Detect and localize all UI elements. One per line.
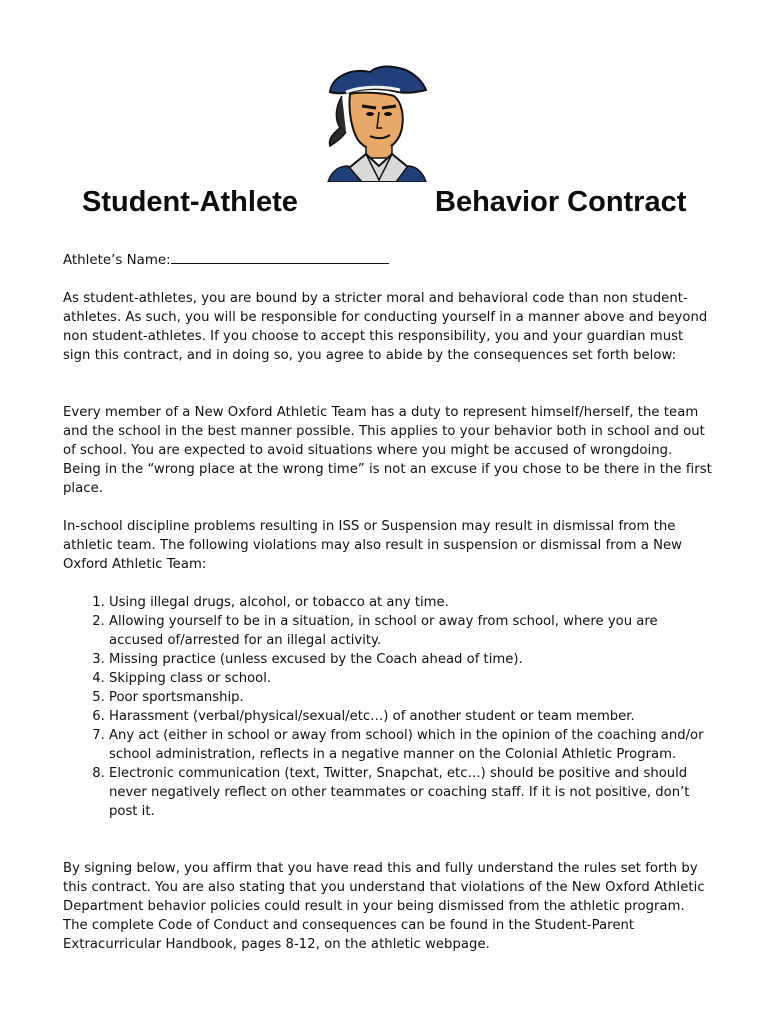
list-item: 4. Skipping class or school.: [109, 669, 713, 688]
paragraph-text: As student-athletes, you are bound by a stricter moral and behavioral code than non student-athletes. As such, you will be responsible for conducting yourself in a manner above and beyond non student-athletes. If you choose to accept this responsibility, you and your guardian must sign this contract, and in doing so, you agree to abide by the consequences set forth below:: [63, 291, 708, 363]
violations-list: [63, 593, 713, 821]
paragraph-text: Every member of a New Oxford Athletic Team has a duty to represent himself/herself, the team and the school in the best manner possible. This applies to your behavior both in school and out of school. You are expected to avoid situations where you might be accused of wrongdoing. Being in the “wrong place at the wrong time” is not an excuse if you chose to be there in the first place.: [63, 405, 712, 496]
discipline-paragraph: [63, 517, 713, 574]
list-item: 3. Missing practice (unless excused by the Coach ahead of time).: [109, 650, 713, 669]
list-item: 2. Allowing yourself to be in a situation, in school or away from school, where you are accused of/arrested for an illegal activity.: [109, 612, 713, 650]
page-title: [0, 186, 770, 226]
list-item: 7. Any act (either in school or away from school) which in the opinion of the coaching and/or school administration, reflects in a negative manner on the Colonial Athletic Program.: [109, 726, 713, 764]
title-student-athlete: Student-Athlete: [82, 186, 298, 218]
athlete-name-label: Athlete’s Name:: [63, 253, 171, 268]
list-item: 6. Harassment (verbal/physical/sexual/etc…) of another student or team member.: [109, 707, 713, 726]
athlete-name-field: [63, 249, 389, 270]
list-item: 5. Poor sportsmanship.: [109, 688, 713, 707]
colonial-patriot-mascot-icon: [322, 62, 432, 182]
title-behavior-contract: Behavior Contract: [435, 186, 687, 218]
list-item: 8. Electronic communication (text, Twitter, Snapchat, etc…) should be positive and should never negatively reflect on other teammates or coaching staff. If it is not positive, don’t post it.: [109, 764, 713, 821]
signing-paragraph: [63, 859, 713, 954]
paragraph-text: By signing below, you affirm that you have read this and fully understand the rules set forth by this contract. You are also stating that you understand that violations of the New Oxford Athletic Department behavior policies could result in your being dismissed from the athletic program. The complete Code of Conduct and consequences can be found in the Student-Parent Extracurricular Handbook, pages 8-12, on the athletic webpage.: [63, 861, 705, 952]
athlete-name-blank[interactable]: [171, 249, 389, 264]
team-duty-paragraph: [63, 403, 713, 498]
list-item: 1. Using illegal drugs, alcohol, or tobacco at any time.: [109, 593, 713, 612]
paragraph-text: In-school discipline problems resulting in ISS or Suspension may result in dismissal from the athletic team. The following violations may also result in suspension or dismissal from a New Oxford Athletic Team:: [63, 519, 683, 572]
intro-paragraph: [63, 289, 713, 365]
